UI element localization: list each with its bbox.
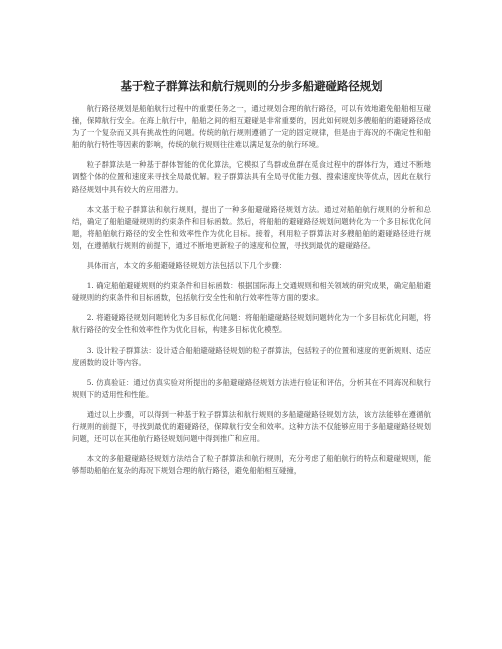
- paragraph-pso: 粒子群算法是一种基于群体智能的优化算法，它模拟了鸟群或鱼群在觅食过程中的群体行为，通过不断地调整个体的位置和速度来寻找全局最优解。粒子群算法具有全局寻优能力强、搜索速度快等优点，因此在航行路径规划中具有较大的应用潜力。: [72, 160, 431, 194]
- step-number: 5.: [86, 377, 94, 387]
- step-number: 1.: [86, 281, 94, 291]
- list-item: [72, 280, 431, 304]
- step-text: 将避碰路径规划问题转化为多目标优化问题：将船舶避碰路径规划问题转化为一个多目标优化问题，将航行路径的安全性和效率性作为优化目标，构建多目标优化模型。: [72, 313, 431, 335]
- paragraph-steps-intro: 具体而言，本文的多船避碰路径规划方法包括以下几个步骤：: [86, 261, 287, 271]
- step-text: 设计粒子群算法：设计适合船舶避碰路径规划的粒子群算法，包括粒子的位置和速度的更新规则、适应度函数的设计等内容。: [72, 345, 431, 367]
- step-number: 3.: [86, 345, 94, 355]
- paragraph-method: 本文基于粒子群算法和航行规则，提出了一种多船避碰路径规划方法。通过对船舶航行规则的分析和总结，确定了船舶避碰规则的约束条件和目标函数。然后，将船舶的避碰路径规划问题转化为一个多目标优化问题，将船舶航行路径的安全性和效率性作为优化目标。接着，利用粒子群算法对多艘船舶的避碰路径进行规划，在遵循航行规则的前提下，通过不断地更新粒子的速度和位置，寻找到最优的避碰路径。: [72, 204, 431, 250]
- list-item: [72, 345, 431, 369]
- step-number: 2.: [86, 313, 94, 323]
- step-text: 仿真验证：通过仿真实验对所提出的多船避碰路径规划方法进行验证和评估，分析其在不同海况和航行规则下的适用性和性能。: [72, 377, 431, 399]
- step-text: 确定船舶避碰规则的约束条件和目标函数：根据国际海上交通规则和相关领域的研究成果，确定船舶避碰规则的约束条件和目标函数，包括航行安全性和航行效率性等方面的要求。: [72, 281, 431, 303]
- list-item: [72, 377, 431, 401]
- page-title: 基于粒子群算法和航行规则的分步多船避碰路径规划: [120, 79, 383, 93]
- paragraph-conclusion: 通过以上步骤，可以得到一种基于粒子群算法和航行规则的多船避碰路径规划方法，该方法能够在遵循航行规则的前提下，寻找到最优的避碰路径，保障航行安全和效率。这种方法不仅能够应用于多船避碰路径规划问题，还可以在其他航行路径规划问题中得到推广和应用。: [72, 409, 431, 444]
- list-item: [72, 312, 431, 336]
- paragraph-summary: 本文的多船避碰路径规划方法结合了粒子群算法和航行规则，充分考虑了船舶航行的特点和避碰规则，能够帮助船舶在复杂的海况下规划合理的航行路径，避免船舶相互碰撞，: [72, 454, 431, 476]
- paragraph-intro: 航行路径规划是船舶航行过程中的重要任务之一，通过规划合理的航行路径，可以有效地避免船舶相互碰撞，保障航行安全。在海上航行中，船舶之间的相互避碰是非常重要的，因此如何规划多艘船舶的避碰路径成为了一个复杂而又具有挑战性的问题。传统的航行规则遵循了一定的固定规律，但是由于海况的不确定性和船舶的航行特性等因素的影响，传统的航行规则往往难以满足复杂的航行环境。: [72, 104, 431, 150]
